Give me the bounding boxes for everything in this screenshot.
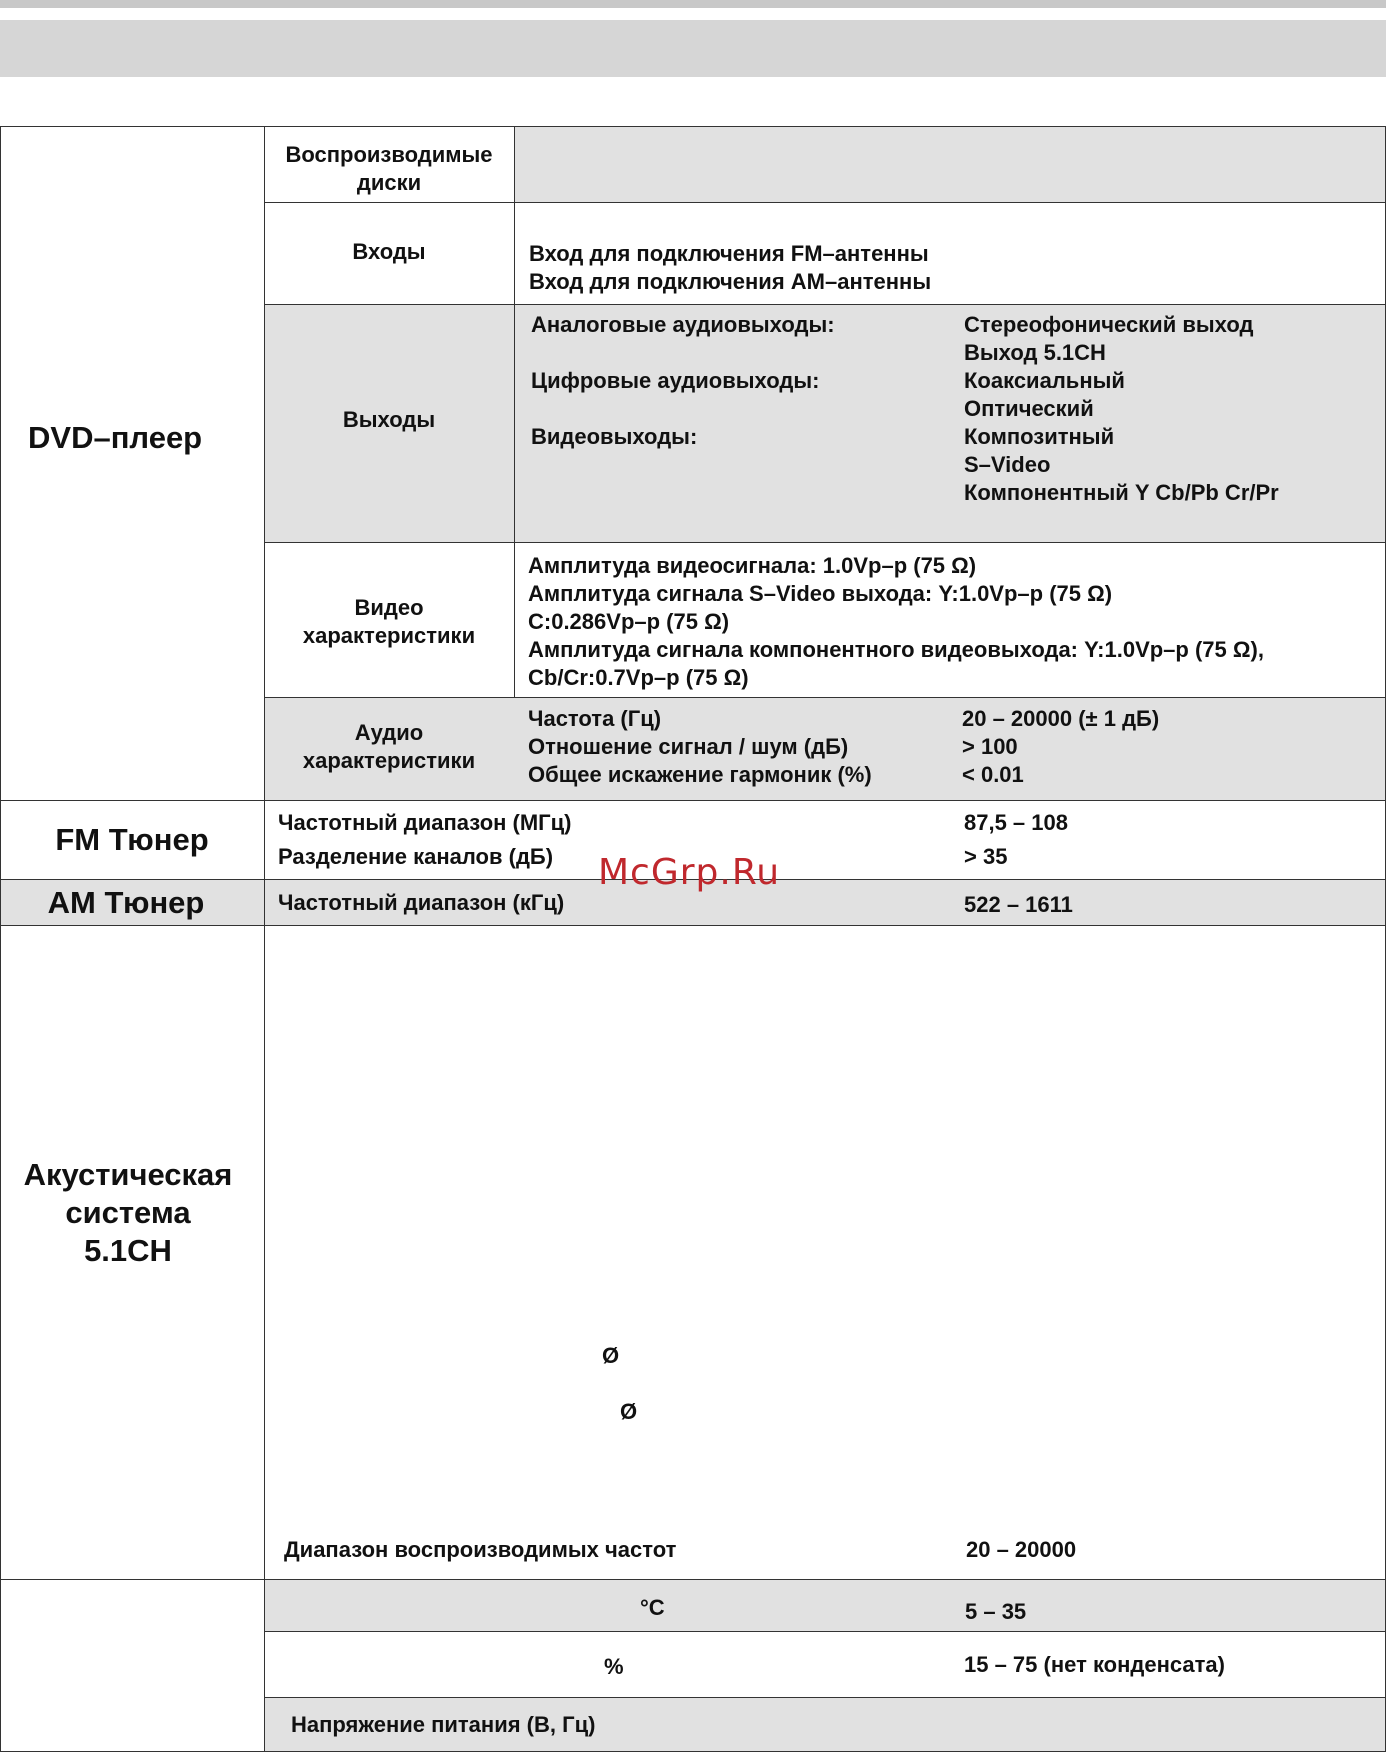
grid-line (264, 1631, 1386, 1632)
video-spec-line: Амплитуда видеосигнала: 1.0Vp–p (75 Ω) (528, 553, 977, 578)
video-label (264, 594, 514, 650)
video-spec-line: Cb/Cr:0.7Vp–p (75 Ω) (528, 665, 749, 690)
video-label-line: характеристики (302, 623, 476, 648)
output-value: Коаксиальный (964, 368, 1125, 393)
output-value: Оптический (964, 396, 1094, 421)
dvd-heading: DVD–плеер (28, 420, 203, 455)
grid-line (264, 304, 1386, 305)
grid-line (264, 697, 1386, 698)
digital-outputs-label: Цифровые аудиовыходы: (531, 368, 820, 393)
output-value: Выход 5.1CH (964, 340, 1106, 365)
acoustic-heading (0, 1156, 256, 1270)
audio-spec-value: < 0.01 (962, 762, 1024, 787)
temp-row (264, 1579, 1386, 1631)
discs-value-cell (514, 127, 1386, 202)
temperature-value: 5 – 35 (965, 1599, 1027, 1624)
outputs-label: Выходы (342, 407, 436, 432)
top-rule (0, 0, 1386, 8)
grid-line (0, 800, 1386, 801)
power-label: Напряжение питания (В, Гц) (291, 1712, 596, 1737)
grid-line (0, 126, 1, 1752)
audio-label-line: Аудио (354, 720, 424, 745)
header-banner (0, 20, 1386, 77)
fm-spec-value: 87,5 – 108 (964, 810, 1068, 835)
analog-outputs-label: Аналоговые аудиовыходы: (531, 312, 835, 337)
video-spec-line: Амплитуда сигнала компонентного видеовыхода: Y:1.0Vp–p (75 Ω), (528, 637, 1264, 662)
fm-spec-value: > 35 (964, 844, 1008, 869)
audio-spec-value: > 100 (962, 734, 1018, 759)
discs-label-line: Воспроизводимые (285, 142, 493, 167)
audio-spec-name: Частота (Гц) (528, 706, 662, 731)
audio-label (264, 719, 514, 775)
grid-line (264, 542, 1386, 543)
am-spec-name: Частотный диапазон (кГц) (278, 890, 565, 915)
video-spec-line: C:0.286Vp–p (75 Ω) (528, 609, 730, 634)
diameter-symbol: Ø (620, 1399, 638, 1424)
audio-spec-name: Общее искажение гармоник (%) (528, 762, 872, 787)
acoustic-heading-line: система (65, 1195, 191, 1230)
discs-label-line: диски (356, 170, 422, 195)
inputs-label: Входы (352, 239, 426, 264)
acoustic-heading-line: 5.1CH (84, 1233, 172, 1268)
grid-line (0, 1579, 1386, 1580)
range-value: 20 – 20000 (966, 1537, 1077, 1562)
grid-line (0, 925, 1386, 926)
output-value: Компонентный Y Cb/Pb Cr/Pr (964, 480, 1279, 505)
video-label-line: Видео (354, 595, 424, 620)
audio-spec-value: 20 – 20000 (± 1 дБ) (962, 706, 1160, 731)
output-value: S–Video (964, 452, 1051, 477)
fm-spec-name: Разделение каналов (дБ) (278, 844, 554, 869)
diameter-symbol: Ø (602, 1343, 620, 1368)
fm-spec-name: Частотный диапазон (МГц) (278, 810, 572, 835)
video-outputs-label: Видеовыходы: (531, 424, 698, 449)
watermark: McGrp.Ru (598, 852, 781, 893)
am-spec-value: 522 – 1611 (964, 892, 1073, 917)
output-value: Композитный (964, 424, 1115, 449)
audio-label-line: характеристики (302, 748, 476, 773)
input-item: Вход для подключения FM–антенны (529, 241, 929, 266)
acoustic-heading-line: Акустическая (23, 1157, 233, 1192)
video-spec-line: Амплитуда сигнала S–Video выхода: Y:1.0Vp–p (75 Ω) (528, 581, 1113, 606)
input-item: Вход для подключения AM–антенны (529, 269, 932, 294)
grid-line (0, 126, 1386, 127)
grid-line (514, 126, 515, 697)
temperature-unit: °C (640, 1595, 665, 1620)
am-heading: AM Тюнер (47, 885, 205, 920)
grid-line (264, 126, 265, 1752)
humidity-value: 15 – 75 (нет конденсата) (964, 1652, 1225, 1677)
fm-heading: FM Тюнер (55, 822, 209, 857)
audio-spec-name: Отношение сигнал / шум (дБ) (528, 734, 849, 759)
grid-line (264, 202, 1386, 203)
range-name: Диапазон воспроизводимых частот (284, 1537, 677, 1562)
discs-label (264, 141, 514, 197)
humidity-unit: % (604, 1654, 624, 1679)
grid-line (264, 1697, 1386, 1698)
output-value: Стереофонический выход (964, 312, 1254, 337)
